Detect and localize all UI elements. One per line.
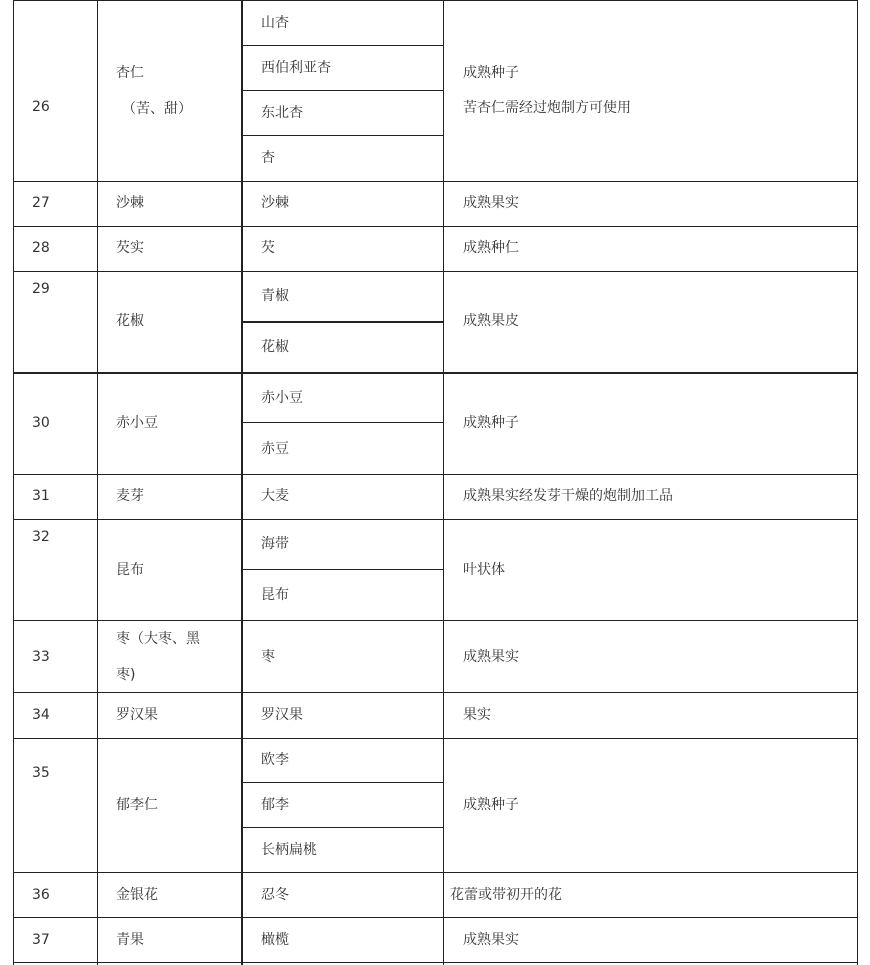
edible-part: 成熟种子 <box>463 415 519 431</box>
sub-row-divider <box>241 782 444 783</box>
row-number: 35 <box>32 765 50 781</box>
edible-part: 苦杏仁需经过炮制方可使用 <box>463 100 631 116</box>
source-species: 芡 <box>261 240 275 256</box>
sub-row-divider <box>241 827 444 828</box>
row-divider <box>13 692 858 693</box>
row-divider <box>13 271 858 272</box>
row-number: 36 <box>32 887 50 903</box>
source-species: 昆布 <box>261 587 289 603</box>
food-name: 杏仁 <box>116 65 144 81</box>
edible-part: 成熟种仁 <box>463 240 519 256</box>
source-species: 青椒 <box>261 288 289 304</box>
row-divider <box>13 372 858 374</box>
row-divider <box>13 519 858 520</box>
source-species: 郁李 <box>261 797 289 813</box>
column-divider <box>857 0 858 965</box>
row-number: 32 <box>32 529 50 545</box>
row-number: 31 <box>32 488 50 504</box>
row-number: 28 <box>32 240 50 256</box>
edible-part: 成熟果实 <box>463 195 519 211</box>
row-divider <box>13 872 858 873</box>
row-divider <box>13 917 858 918</box>
source-species: 罗汉果 <box>261 707 303 723</box>
food-name: 芡实 <box>116 240 144 256</box>
source-species: 赤豆 <box>261 441 289 457</box>
row-number: 30 <box>32 415 50 431</box>
sub-row-divider <box>241 45 444 46</box>
row-number: 34 <box>32 707 50 723</box>
food-name: 花椒 <box>116 313 144 329</box>
source-species: 忍冬 <box>261 887 289 903</box>
edible-part: 果实 <box>463 707 491 723</box>
column-divider <box>241 0 243 965</box>
food-name: 昆布 <box>116 562 144 578</box>
column-divider <box>97 0 98 965</box>
source-species: 山杏 <box>261 15 289 31</box>
edible-part: 花蕾或带初开的花 <box>450 887 562 903</box>
food-name: 郁李仁 <box>116 797 158 813</box>
source-species: 欧李 <box>261 752 289 768</box>
column-divider <box>443 0 444 965</box>
row-divider <box>13 962 858 963</box>
row-number: 27 <box>32 195 50 211</box>
sub-row-divider <box>241 422 444 423</box>
source-species: 大麦 <box>261 488 289 504</box>
source-species: 赤小豆 <box>261 390 303 406</box>
sub-row-divider <box>241 135 444 136</box>
edible-part: 成熟果皮 <box>463 313 519 329</box>
source-species: 枣 <box>261 649 275 665</box>
row-number: 33 <box>32 649 50 665</box>
food-name: 沙棘 <box>116 195 144 211</box>
edible-part: 叶状体 <box>463 562 505 578</box>
sub-row-divider <box>241 321 444 323</box>
row-divider <box>13 226 858 227</box>
edible-part: 成熟种子 <box>463 65 519 81</box>
row-divider <box>13 738 858 739</box>
food-name: 罗汉果 <box>116 707 158 723</box>
sub-row-divider <box>241 569 444 570</box>
row-number: 29 <box>32 281 50 297</box>
food-name: 赤小豆 <box>116 415 158 431</box>
source-species: 海带 <box>261 536 289 552</box>
edible-part: 成熟果实 <box>463 932 519 948</box>
source-species: 花椒 <box>261 339 289 355</box>
food-name: 青果 <box>116 932 144 948</box>
sub-row-divider <box>241 90 444 91</box>
row-divider <box>13 181 858 182</box>
food-name: 麦芽 <box>116 488 144 504</box>
food-name: （苦、甜） <box>122 101 192 117</box>
source-species: 沙棘 <box>261 195 289 211</box>
row-divider <box>13 620 858 621</box>
row-number: 37 <box>32 932 50 948</box>
row-number: 26 <box>32 99 50 115</box>
source-species: 杏 <box>261 150 275 166</box>
food-name: 枣) <box>116 667 136 683</box>
food-name: 金银花 <box>116 887 158 903</box>
source-species: 长柄扁桃 <box>261 842 317 858</box>
column-divider <box>13 0 14 965</box>
edible-part: 成熟种子 <box>463 797 519 813</box>
food-name: 枣（大枣、黑 <box>116 631 200 647</box>
source-species: 西伯利亚杏 <box>261 60 331 76</box>
source-species: 橄榄 <box>261 932 289 948</box>
source-species: 东北杏 <box>261 105 303 121</box>
row-divider <box>13 0 858 1</box>
edible-part: 成熟果实 <box>463 649 519 665</box>
row-divider <box>13 474 858 475</box>
edible-part: 成熟果实经发芽干燥的炮制加工品 <box>463 488 673 504</box>
